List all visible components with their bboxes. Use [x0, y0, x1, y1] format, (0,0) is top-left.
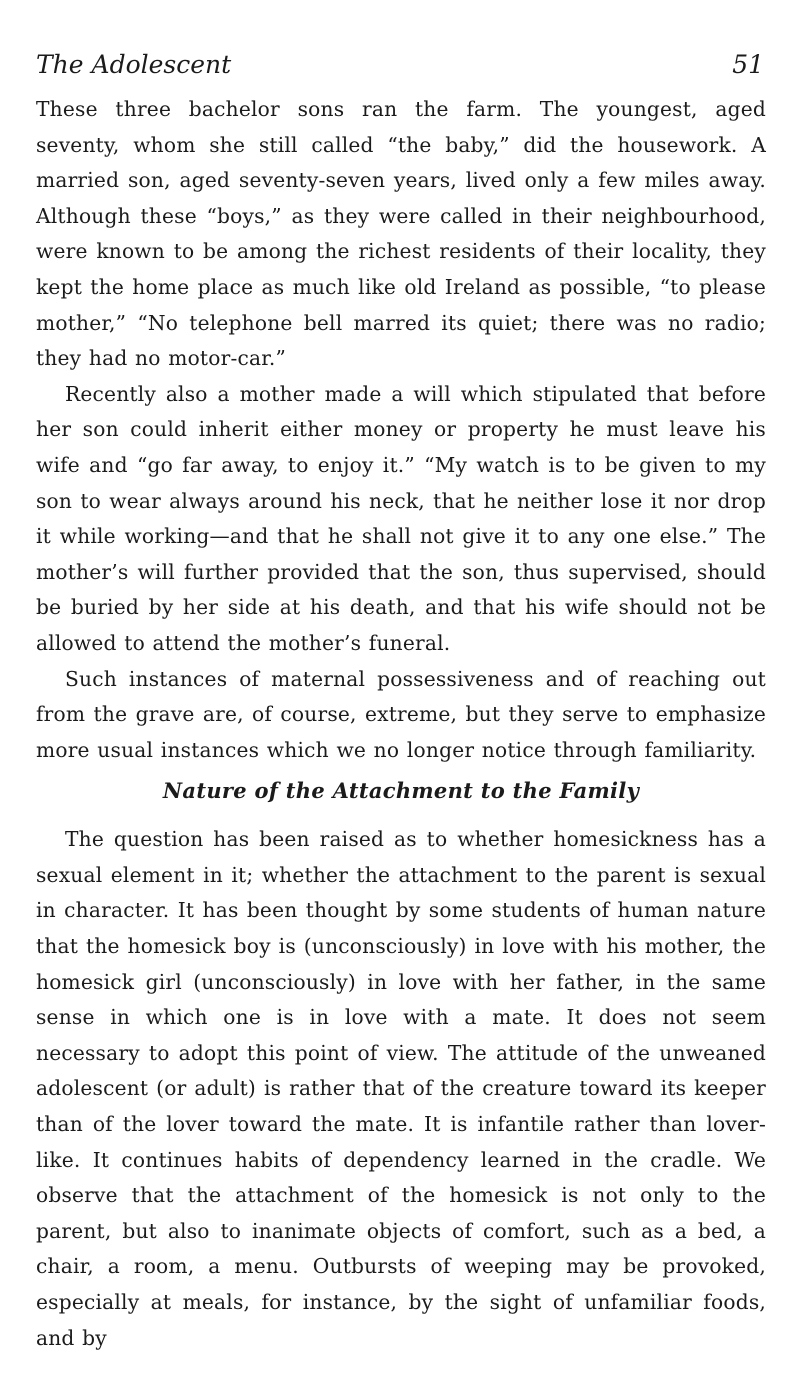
book-page [36, 50, 766, 1356]
running-header [36, 50, 766, 80]
paragraph-maternal-possessiveness: Such instances of maternal possessiveness and of reaching out from the grave are, of course, extreme, but they serve to emphasize more usual instances which we no longer notice through familiarity. [36, 666, 766, 762]
section-heading: Nature of the Attachment to the Family [162, 778, 640, 804]
body-text [36, 92, 766, 1356]
page-number: 51 [732, 50, 764, 79]
paragraph-mother-will: Recently also a mother made a will which stipulated that before her son could inherit either money or property he must leave his wife and “go far away, to enjoy it.” “My watch is to be given to my son to wear always around his neck, that he neither lose it nor drop it while working—and that he shall not give it to any one else.” The mother’s will further provided that the son, thus supervised, should be buried by her side at his death, and that his wife should not be allowed to attend the mother’s funeral. [36, 381, 766, 655]
paragraph-homesickness: The question has been raised as to whether homesickness has a sexual element in it; whether the attachment to the parent is sexual in character. It has been thought by some students of human nature that the homesick boy is (unconsciously) in love with his mother, the homesick girl (unconsciously) in love with her father, in the same sense in which one is in love with a mate. It does not seem necessary to adopt this point of view. The attitude of the unweaned adolescent (or adult) is rather that of the creature toward its keeper than of the lover toward the mate. It is infantile rather than lover-like. It continues habits of dependency learned in the cradle. We observe that the attachment of the homesick is not only to the parent, but also to inanimate objects of comfort, such as a bed, a chair, a room, a menu. Outbursts of weeping may be provoked, especially at meals, for instance, by the sight of unfamiliar foods, and by [36, 827, 766, 1350]
paragraph-farm-sons: These three bachelor sons ran the farm. The youngest, aged seventy, whom she still called “the baby,” did the housework. A married son, aged seventy-seven years, lived only a few miles away. Although these “boys,” as they were called in their neighbourhood, were known to be among the richest residents of their locality, they kept the home place as much like old Ireland as possible, “to please mother,” “No telephone bell marred its quiet; there was no radio; they had no motor-car.” [36, 97, 766, 371]
running-title: The Adolescent [36, 50, 232, 79]
